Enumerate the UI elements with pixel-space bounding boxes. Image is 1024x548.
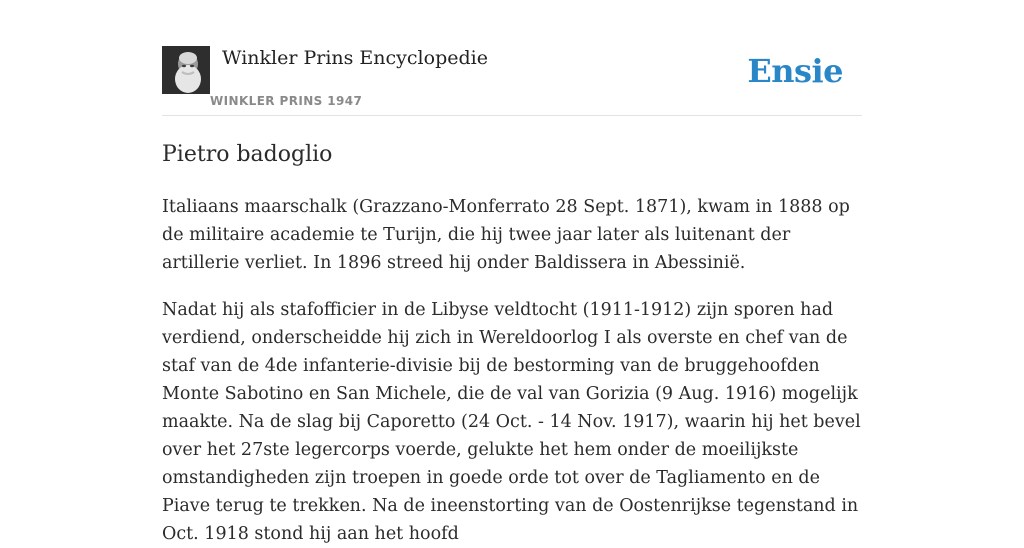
source-subtitle: WINKLER PRINS 1947 [210,94,363,108]
brand-logo-link[interactable]: Ensie [747,52,843,90]
source-title-link[interactable]: Winkler Prins Encyclopedie [222,47,488,69]
article [162,141,862,548]
article-paragraph: Nadat hij als stafofficier in de Libyse veldtocht (1911-1912) zijn sporen had verdiend, onderscheidde hij zich in Wereldoorlog I als overste en chef van de staf van de 4de infanterie-divisie bij de bestorming van de bruggehoofden Monte Sabotino en San Michele, die de val van Gorizia (9 Aug. 1916) mogelijk maakte. Na de slag bij Caporetto (24 Oct. - 14 Nov. 1917), waarin hij het bevel over het 27ste legercorps voerde, gelukte het hem onder de moeilijkste omstandigheden zijn troepen in goede orde tot over de Tagliamento en de Piave terug te trekken. Na de ineenstorting van de Oostenrijkse tegenstand in Oct. 1918 stond hij aan het hoofd [162,300,861,544]
site-header [162,46,862,116]
avatar[interactable] [162,46,210,94]
article-paragraph: Italiaans maarschalk (Grazzano-Monferrato 28 Sept. 1871), kwam in 1888 op de militaire academie te Turijn, die hij twee jaar later als luitenant der artillerie verliet. In 1896 streed hij onder Baldissera in Abessinië. [162,197,850,273]
bearded-man-portrait-icon [162,46,210,94]
article-title: Pietro badoglio [162,142,333,167]
